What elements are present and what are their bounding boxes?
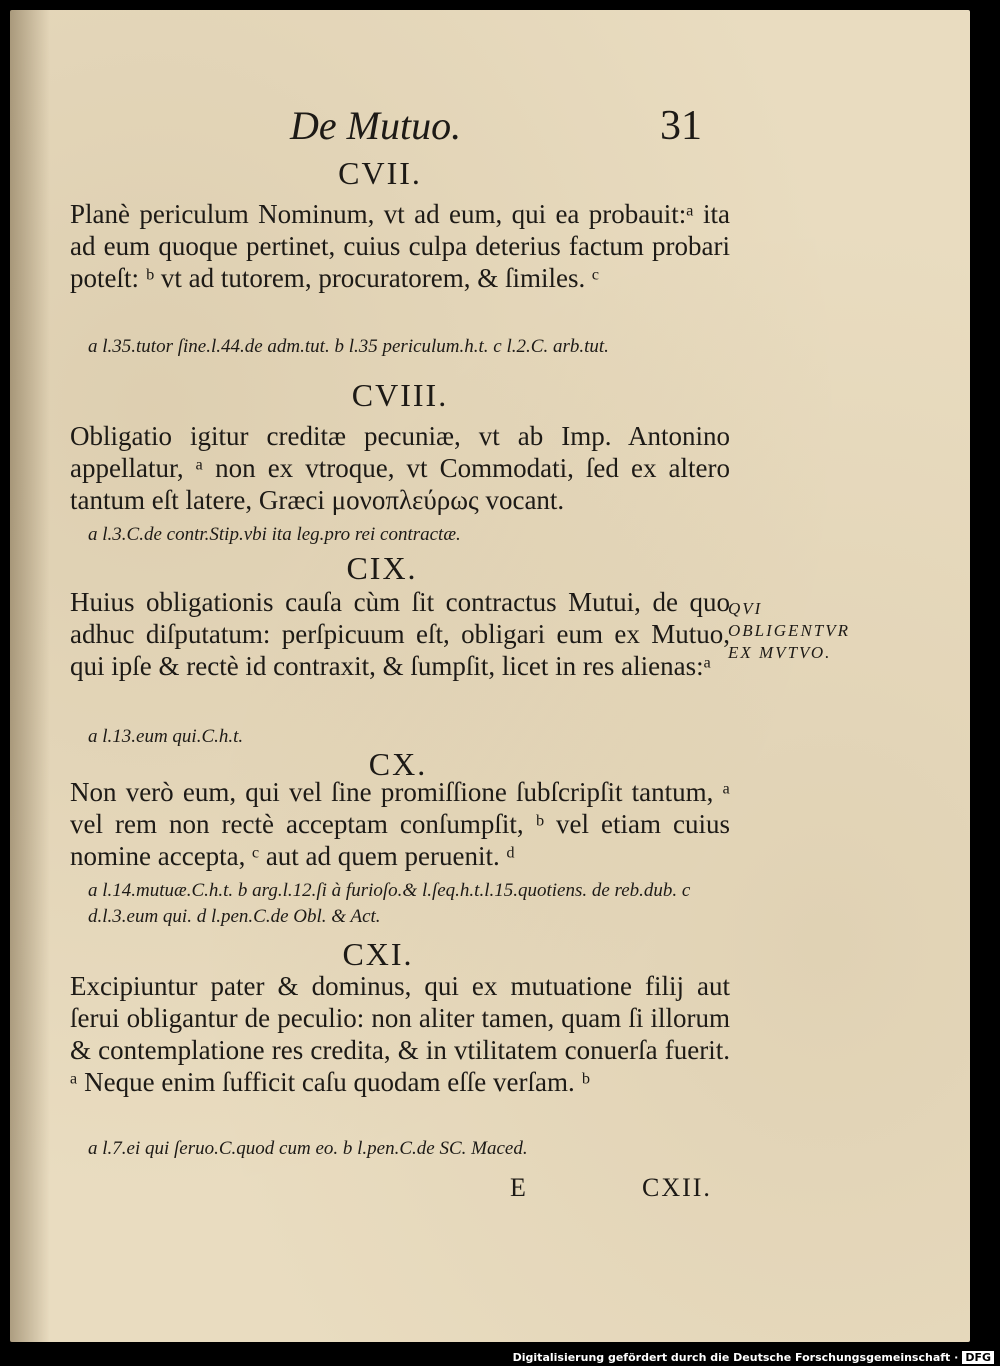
section-note: a l.7.ei qui ſeruo.C.quod cum eo. b l.pen.C.de SC. Maced.: [88, 1138, 528, 1159]
margin-note: QVI OBLIGENTVR EX MVTVO.: [728, 599, 850, 662]
credit-text: Digitalisierung gefördert durch die Deutsche Forschungsgemeinschaft ·: [512, 1351, 959, 1364]
dfg-logo: DFG: [962, 1351, 994, 1364]
book-page: [10, 10, 970, 1342]
section-heading: CVIII.: [351, 377, 449, 413]
signature-mark: E: [510, 1173, 528, 1202]
section-heading: CIX.: [346, 550, 418, 586]
section-note: a l.35.tutor ſine.l.44.de adm.tut. b l.35 periculum.h.t. c l.2.C. arb.tut.: [88, 336, 609, 357]
section-note: a l.14.mutuæ.C.h.t. b arg.l.12.ſi à furioſo.& l.ſeq.h.t.l.15.quotiens. de reb.dub. c d.l.3.eum qui. d l.pen.C.de Obl. & Act.: [88, 880, 691, 927]
catchword: CXII.: [642, 1173, 712, 1202]
section-text: Planè periculum Nominum, vt ad eum, qui ea probauit:ᵃ ita ad eum quoque pertinet, cuius culpa deterius factum probari poteſt: ᵇ vt ad tutorem, procuratorem, & ſimiles. ᶜ: [70, 199, 730, 293]
running-title: De Mutuo.: [290, 103, 462, 148]
section-text: Excipiuntur pater & dominus, qui ex mutuatione filij aut ſerui obligantur de peculio: non aliter tamen, quam ſi illorum & contemplatione res credita, & in vtilitatem conuerſa fuerit. ᵃ Neque enim ſufficit caſu quodam eſſe verſam. ᵇ: [70, 971, 730, 1097]
section-heading: CX.: [368, 746, 428, 782]
section-note: a l.13.eum qui.C.h.t.: [88, 726, 244, 747]
page-gutter-shadow: [10, 10, 50, 1342]
section-text: Obligatio igitur creditæ pecuniæ, vt ab Imp. Antonino appellatur, ᵃ non ex vtroque, vt Commodati, ſed ex altero tantum eſt latere, Græci μονοπλεύρως vocant.: [70, 421, 730, 515]
section-text: Non verò eum, qui vel ſine promiſſione ſubſcripſit tantum, ᵃ vel rem non rectè acceptam conſumpſit, ᵇ vel etiam cuius nomine accepta, ᶜ aut ad quem peruenit. ᵈ: [70, 777, 730, 871]
digitization-credit: [513, 1351, 994, 1364]
section-heading: CXI.: [342, 936, 414, 972]
section-text: Huius obligationis cauſa cùm ſit contractus Mutui, de quo adhuc diſputatum: perſpicuum eſt, obligari eum ex Mutuo, qui ipſe & rectè id contraxit, & ſumpſit, licet in res alienas:ᵃ: [70, 587, 730, 681]
section-note: a l.3.C.de contr.Stip.vbi ita leg.pro rei contractæ.: [88, 524, 461, 545]
section-heading: CVII.: [338, 155, 422, 191]
page-number: 31: [660, 103, 702, 149]
